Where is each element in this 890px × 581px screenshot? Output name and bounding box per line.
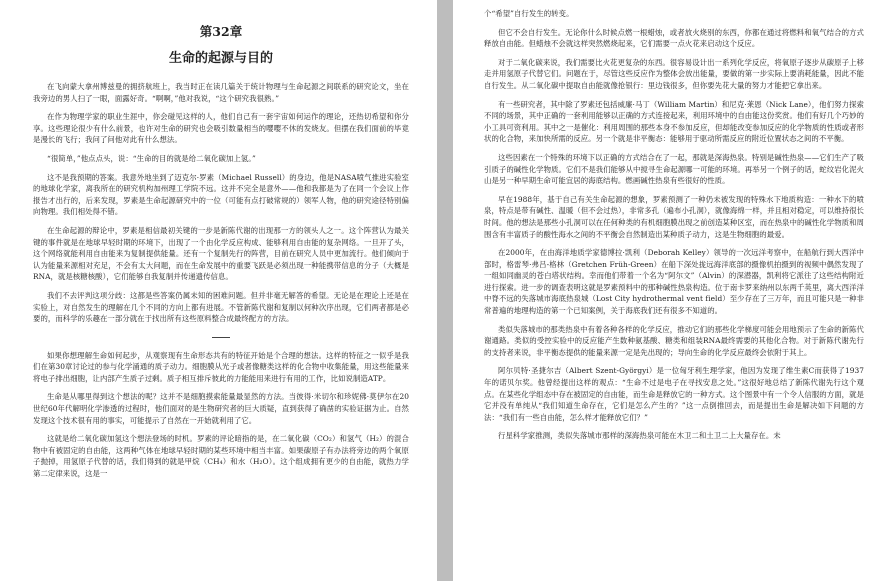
right-page (453, 0, 890, 581)
section-a (33, 81, 409, 325)
chapter-number: 第32章 (199, 24, 243, 39)
paragraph: 在2000年，在由海洋地质学家德博拉·凯利（Deborah Kelley）领导的一次远洋考察中，在船航行到大西洋中部时，格雷琴·弗吕-格林（Gretchen Früh-Green）在船下深处拢远海洋底部的摄像机拍摄到的视频中偶然发现了一组如同幽灵的苍白塔状结构。幸而他们带着一个名为“阿尔文”（Alvin）的深潜器，凯利将它派往了这些结构附近进行探索。进一步的调查表明这就是罗素预料中的那种碱性热泉构造。位于南卡罗来纳州以东两千英里，离大西洋洋中脊不远的失落城市海底热泉城（Lost City hydrothermal vent field）至少存在了三万年，而且可能只是一种非常普遍的地理构造的第一个已知案例，关于海底我们还有很多不知道的。 (484, 248, 864, 316)
paragraph: 早在1988年，基于自己有关生命起源的想象，罗素预测了一种仍未被发现的特殊水下地质构造：一种水下的喷泉，特点是带有碱性、温暖（但不会过热），非常多孔（遍布小孔洞），就像海绵一样，并且相对稳定，可以维持很长时间。他的想法是那些小孔洞可以在任何种类的有机细胞膜出现之前创造某种区室，而在热泉中的碱性化学物质和周围含有丰富质子的酸性海水之间的不平衡会自然制造出某种质子动力，这是生物细胞的最爱。 (484, 194, 864, 239)
chapter-title: 生命的起源与目的 (168, 51, 273, 66)
left-page (0, 0, 437, 581)
section-divider (212, 337, 230, 338)
paragraph: 这些因素在一个特殊的环境下以正确的方式结合在了一起，那就是深海热泉。特别是碱性热泉——它们生产了吸引质子的碱性化学物质。它们不是我们能够从中搅寻生命起源哪一可能的环境。再举另一个例子的话，蛇纹岩化泥火山是另一种早期生命可能宜居的海底结构。燃画碱性热泉有些很好的性质。 (484, 152, 864, 186)
paragraph: 在飞向蒙大拿州博兹曼的拥挤航班上，我当时正在读几篇关于统计物理与生命起源之间联系的研究论文，坐在我旁边的男人扫了一眼，面露好奇。“啊啊，”他对我说，“这个研究我很熟。” (33, 82, 409, 103)
paragraph: 个“希望”自行发生的转变。 (484, 9, 574, 18)
paragraph: 如果你想理解生命如何起步，从观察现有生命形态共有的特征开始是个合理的想法。这样的特征之一似乎是我们在第30章讨论过的参与化学涌通的质子动力。细胞膜从光子或者像糖类这样的化合物中收集能量，用这些能量来将电子排出细胞，让内部产生质子过剩。质子相互排斥彼此的力能能用来进行有用的工作，比如说制造ATP。 (33, 350, 409, 383)
paragraph: 我们不去评判这项分歧：这都是些答案仍属未知的困难问题。但并非毫无解答的希望。无论是在理论上还是在实验上，对自然发生的理解在几个不同的方向上都有进展。不管新陈代谢和复制以何种次序出现，它们两者都是必要的，而科学的乐趣在一部分就在于找出所有这些原料整合成最终配方的方法。 (33, 290, 409, 324)
paragraph: 在生命起源的辩论中，罗素是相信最初关键的一步是新陈代谢的出现那一方的领头人之一。这个阵营认为最关键的事件就是在地球早轻时期的环境下，出现了一个由化学反应构成、能够利用自由能的复杂网络。一旦开了头，这个网络就能利用自由能来为复制提供能量。还有一个复制先行的阵营，目前在研究人员中更加流行。他们倾向于认为能量来源相对充足，不会有太大问题，而在生命发展中的重要飞跃是必须出现一种能携带信息的分子（大概是RNA，就是核糖核酸），它们能够自我复制并传递遗传信息。 (33, 225, 409, 282)
paragraph: 在作为物理学家的职业生涯中，你会碰见这样的人，他们自己有一套宇宙如何运作的理论，还热切希望和你分享。这些理论很少有什么前景，也许对生命的研究也会吸引数量相当的嘤嘤不休的发烧友。但摆在我们面前的毕竟是漫长的飞行；我问了问他对此有什么想法。 (33, 112, 409, 145)
paragraph: “很简单，”他点点头，说：“生命的目的就是给二氧化碳加上氢。” (47, 153, 256, 163)
paragraph: 类似失落城市的那类热泉中有着各种各样的化学反应，推动它们的那些化学梯度可能会用地预示了生命的新陈代谢通路。类似的受控实验中的反应能产生数种氨基酸、糖类和组装RNA最终需要的其他化合物。对于新陈代谢先行的支持者来说，非平衡态提供的能量来源一定是先出现的；导向生命的化学反应最终会依附于其上。 (484, 324, 864, 357)
paragraph: 阿尔贝特·圣捷尔吉（Albert Szent-Györgyi）是一位匈牙利生理学家，他因为发现了维生素C而获得了1937年的诺贝尔奖。他曾经提出这样的观点：“生命不过是电子在寻找安息之处。”这很好地总结了新陈代谢先行这个观点。在某些化学组态中存在被固定的自由能，而生命是释放它的一种方式。这个图景中有一个令人信服的方面，就是它并没有单纯从“我们知道生命存在，它们是怎么产生的？”这一点倒推回去，而是提出生命是解决如下问题的方法：“我们有一些自由能，怎么样才能释放它们？” (484, 366, 864, 422)
paragraph: 行星科学家推测，类似失落城市那样的深海热泉可能在木卫二和土卫二上大量存在。未 (498, 431, 781, 441)
paragraph: 对于二氧化碳来说，我们需要比火花更复杂的东西。很容易设计出一系列化学反应，将氧原子逐步从碳原子上移走并用氢原子代替它们。问题在于，尽管这些反应作为整体会放出能量，要做的第一步实际上要消耗能量，因此不能自行发生。从二氧化碳中提取自由能就像抢银行：里边钱很多，但你要先花大量的努力才能把它拿出来。 (484, 57, 864, 90)
paragraph: 有一些研究者，其中除了罗素还包括威廉·马丁（William Martin）和尼克·莱恩（Nick Lane），他们努力探索不同的场景，其中正确的一套利用能够以正确的方式连接起来，利用环境中的自由能这份奖赏。他们有好几个巧妙的小工具可资利用。其中之一是催化：利用周围的那些本身不参加反应，但却能改变参加反应的化学物质的性质或者形状的化合物，来加快所需的反应。另一个就是非平衡态：能够用于驱动所需反应的附近位置状态之间的不平衡。 (484, 99, 864, 144)
paragraph: 但它不会自行发生。无论你什么时候点燃一根蜡烛，或者放火烧别的东西，你都在通过将燃料和氧气结合的方式释放自由能。但蜡烛不会就这样突然燃烧起来，它们需要一点火花来启动这个反应。 (484, 27, 864, 49)
paragraph: 这就是给二氧化碳加氢这个想法登场的时机。罗素的评论暗指的是，在二氧化碳（CO₂）和氢气（H₂）的混合物中有被固定的自由能，这两种气体在地球早轻时期的某些环境中相当丰富。如果碳原子有办法将旁边的两个氧原子抛掉，用氢原子代替的话，我们得到的就是甲烷（CH₄）和水（H₂O）。这个组成拥有更少的自由能，就热力学第二定律来说，这是一 (33, 434, 409, 479)
page-gutter (437, 0, 453, 581)
section-b (33, 350, 409, 480)
paragraph: 生命是从哪里得到这个想法的呢？这并不是细胞摸索能量最显然的方法。当彼得·米切尔和珍妮佛·莫伊尔在20世纪60年代解明化学渗透的过程时，他们面对的是生物研究者的巨大质疑，直到获得了确凿的实验证据为止。自然发现这个技术很有用的事实，可能提示了自然在一开始就利用了它。 (33, 392, 409, 425)
paragraph: 这不是我预期的答案。我意外地坐到了迈克尔·罗素（Michael Russell）的身边，他是NASA喷气推进实验室的地球化学家，离我所在的研究机构加州理工学院不远。这并不完全是意外——他和我都是为了在同一个会议上作报告才出行的，后来发现，罗素是生命起源研究中的一位（可能有点打破常规的）领军人物，他的研究途径特别偏向物理。我们相处得不错。 (33, 172, 409, 217)
